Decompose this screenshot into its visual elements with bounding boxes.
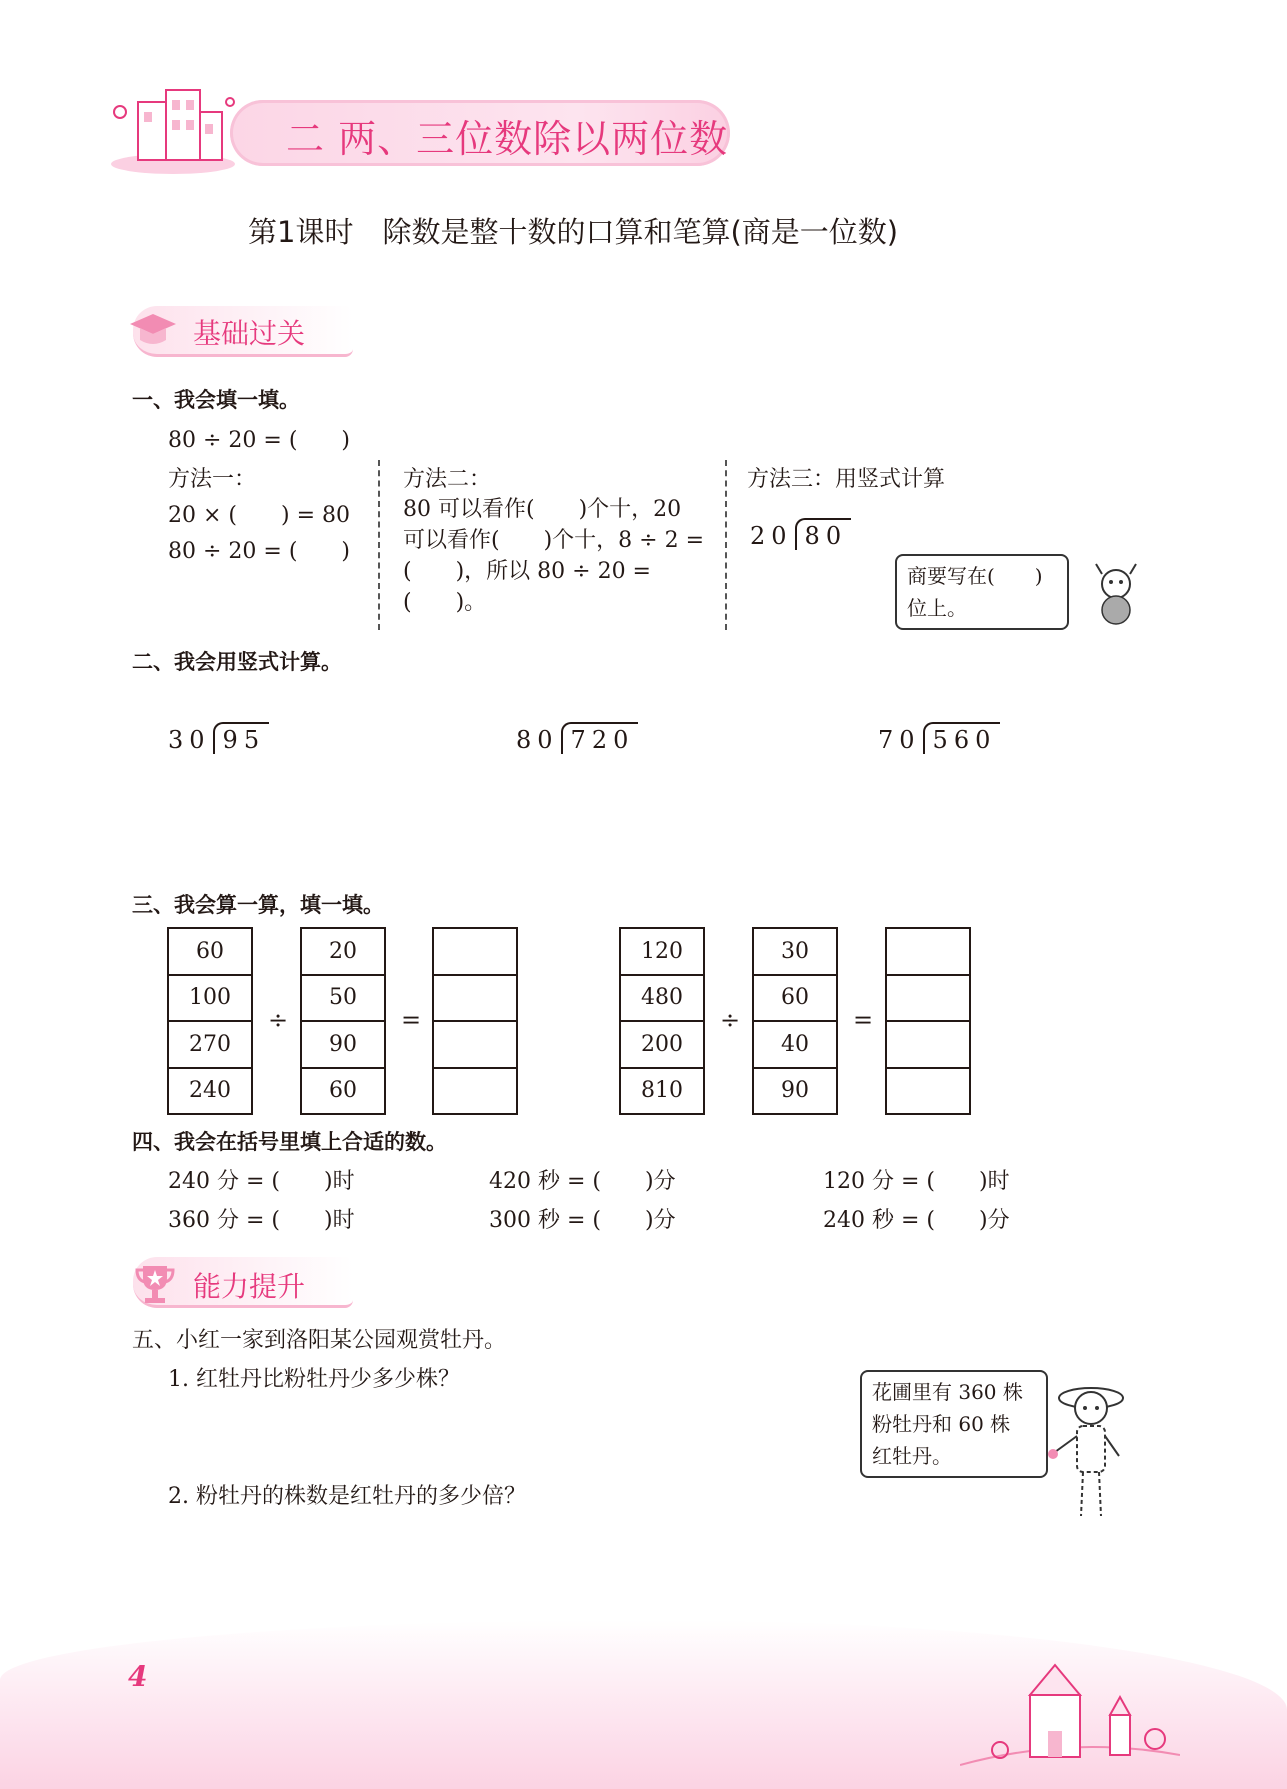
answer-cell[interactable]	[887, 976, 969, 1023]
dividend-box-1	[167, 927, 253, 1115]
box-cell: 60	[329, 1078, 357, 1104]
divisor: 20	[750, 522, 793, 550]
dividend: 560	[932, 726, 997, 754]
q1-expression: 80 ÷ 20 = ( )	[168, 428, 350, 453]
q1-method3-title: 方法三：用竖式计算	[747, 467, 946, 492]
q2-heading: 二、我会用竖式计算。	[132, 650, 342, 674]
q2-problem-3	[878, 722, 1000, 754]
section-title-advanced: 能力提升	[193, 1270, 306, 1303]
q2-problem-1	[168, 722, 269, 754]
tip-text: 商要写在( )位上。	[907, 564, 1043, 620]
q1-method1-title: 方法一：	[168, 467, 257, 492]
q4-item: 240 秒 = ( )分	[823, 1208, 1010, 1233]
answer-cell[interactable]	[434, 1069, 516, 1114]
mascot-icon	[1090, 562, 1142, 632]
divider-dashed-2	[725, 460, 727, 630]
box-cell: 240	[189, 1078, 231, 1104]
divisor: 80	[516, 726, 559, 754]
box-cell: 20	[302, 929, 384, 976]
divide-sign: ÷	[268, 1006, 289, 1034]
box-cell: 480	[621, 976, 703, 1023]
box-cell: 100	[169, 976, 251, 1023]
building-illustration	[108, 72, 238, 177]
box-cell: 810	[641, 1078, 683, 1104]
bubble-line: 花圃里有 360 株	[872, 1380, 1023, 1404]
dividend: 720	[570, 726, 635, 754]
q1-heading: 一、我会填一填。	[132, 388, 300, 412]
box-cell: 270	[169, 1022, 251, 1069]
divisor: 30	[168, 726, 211, 754]
page-number: 4	[128, 1660, 148, 1693]
box-cell: 90	[302, 1022, 384, 1069]
answer-cell[interactable]	[434, 1022, 516, 1069]
answer-cell[interactable]	[887, 929, 969, 976]
box-cell: 90	[781, 1078, 809, 1104]
bubble-line: 红牡丹。	[872, 1444, 952, 1468]
info-bubble	[860, 1370, 1048, 1478]
q3-heading: 三、我会算一算，填一填。	[132, 893, 384, 917]
divide-sign: ÷	[720, 1006, 741, 1034]
answer-cell[interactable]	[434, 976, 516, 1023]
dividend: 95	[222, 726, 266, 754]
box-cell: 60	[754, 976, 836, 1023]
q5-sub1: 1. 红牡丹比粉牡丹少多少株？	[168, 1367, 460, 1392]
bubble-line: 粉牡丹和 60 株	[872, 1412, 1011, 1436]
equals-sign: =	[401, 1006, 422, 1034]
divider-dashed-1	[378, 460, 380, 630]
q5-sub2: 2. 粉牡丹的株数是红牡丹的多少倍？	[168, 1484, 526, 1509]
box-cell: 120	[621, 929, 703, 976]
lesson-title: 第1课时 除数是整十数的口算和笔算(商是一位数)	[248, 215, 899, 249]
chapter-title: 二 两、三位数除以两位数	[286, 117, 729, 161]
q1-method1-line1: 20 × ( ) = 80	[168, 503, 350, 528]
q4-item: 420 秒 = ( )分	[489, 1169, 676, 1194]
q5-heading: 五、小红一家到洛阳某公园观赏牡丹。	[132, 1328, 507, 1353]
equals-sign: =	[853, 1006, 874, 1034]
dividend: 80	[804, 522, 848, 550]
q4-item: 300 秒 = ( )分	[489, 1208, 676, 1233]
q4-item: 120 分 = ( )时	[823, 1169, 1010, 1194]
box-cell: 60	[169, 929, 251, 976]
trophy-icon	[133, 1262, 177, 1310]
answer-box-1[interactable]	[432, 927, 518, 1115]
q2-problem-2	[516, 722, 638, 754]
box-cell: 30	[754, 929, 836, 976]
girl-illustration	[1045, 1376, 1137, 1536]
q4-item: 240 分 = ( )时	[168, 1169, 355, 1194]
q1-method2-text: 80 可以看作( )个十，20 可以看作( )个十，8 ÷ 2 = ( )，所以 80 ÷ 20 = ( )。	[403, 497, 705, 615]
q1-long-division	[750, 518, 851, 550]
q4-item: 360 分 = ( )时	[168, 1208, 355, 1233]
divisor-box-2	[752, 927, 838, 1115]
castle-illustration	[960, 1655, 1180, 1779]
box-cell: 40	[754, 1022, 836, 1069]
graduation-cap-icon	[128, 308, 178, 356]
box-cell: 50	[302, 976, 384, 1023]
answer-cell[interactable]	[887, 1022, 969, 1069]
answer-cell[interactable]	[434, 929, 516, 976]
answer-box-2[interactable]	[885, 927, 971, 1115]
answer-cell[interactable]	[887, 1069, 969, 1114]
q1-method1-line2: 80 ÷ 20 = ( )	[168, 539, 350, 564]
section-title-basic: 基础过关	[193, 317, 306, 350]
tip-bubble	[895, 554, 1069, 630]
box-cell: 200	[621, 1022, 703, 1069]
q4-heading: 四、我会在括号里填上合适的数。	[132, 1130, 447, 1154]
q1-method2-title: 方法二：	[403, 467, 492, 492]
dividend-box-2	[619, 927, 705, 1115]
divisor: 70	[878, 726, 921, 754]
divisor-box-1	[300, 927, 386, 1115]
